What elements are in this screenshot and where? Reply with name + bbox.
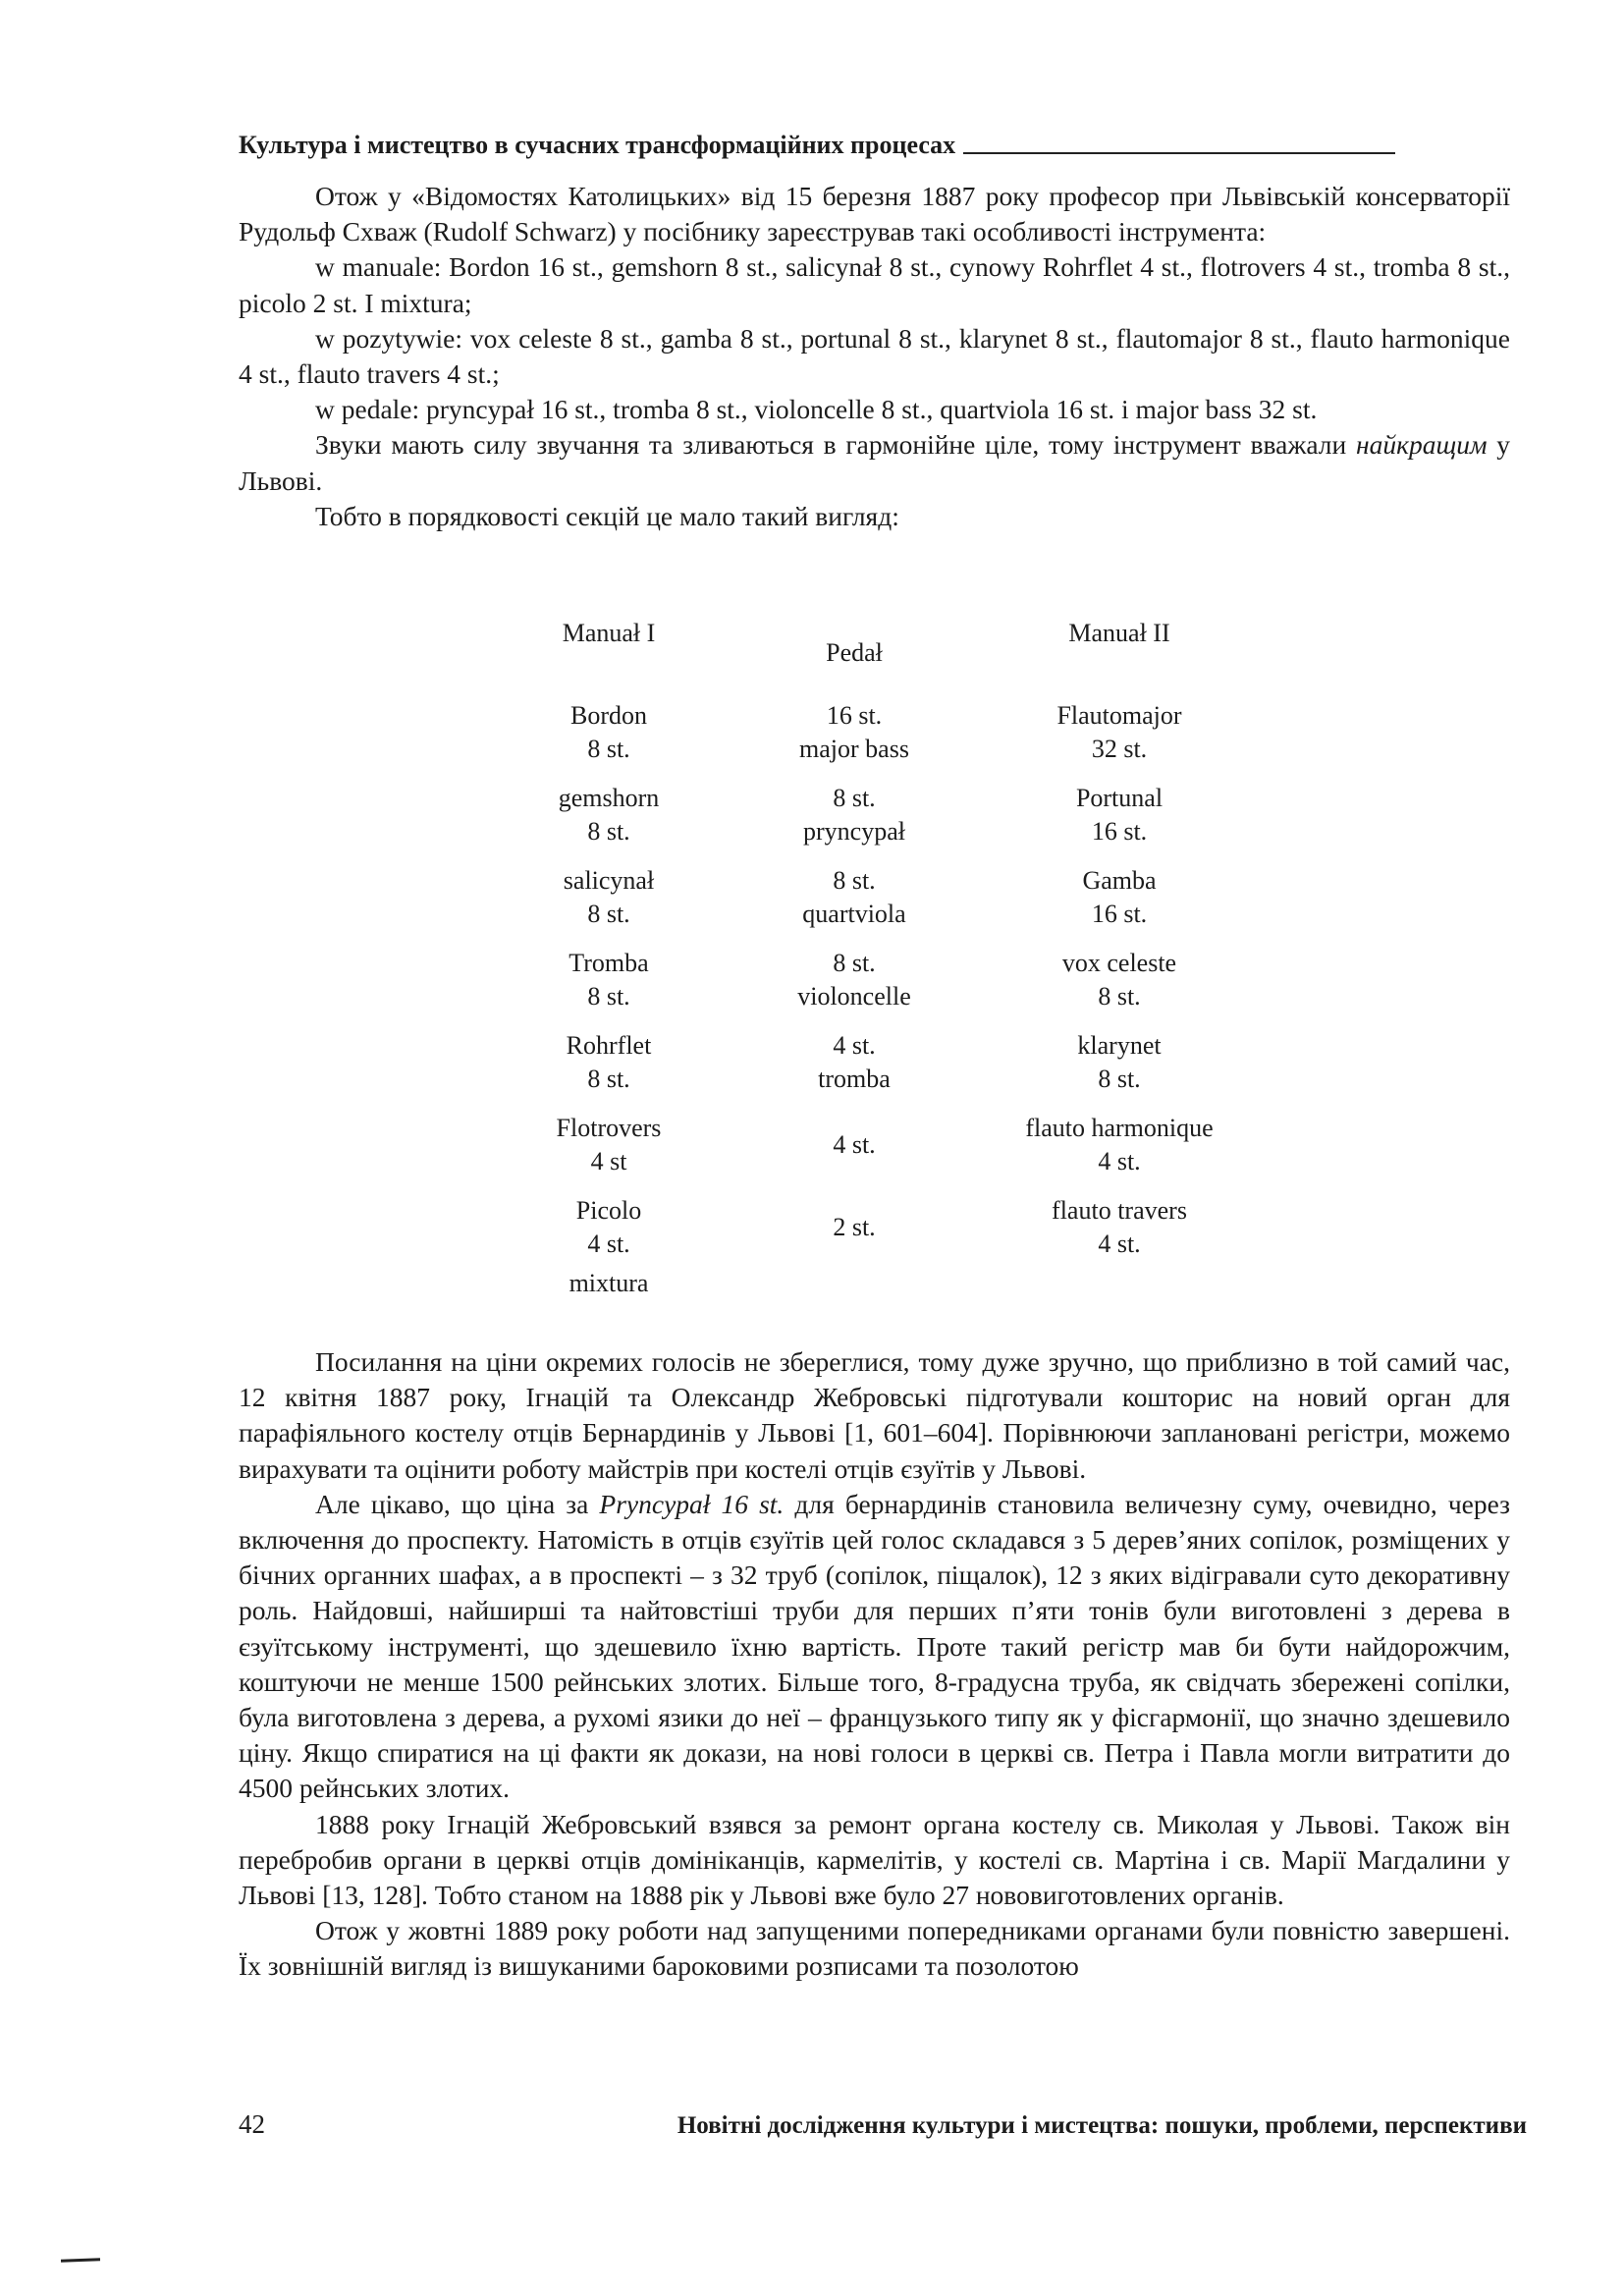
- register-cell: 4 st.: [833, 1130, 876, 1159]
- manual-2-heading: Manuał II: [1068, 619, 1170, 647]
- register-cell: Flotrovers 4 st: [556, 1114, 662, 1175]
- register-cell: gemshorn 8 st.: [558, 784, 660, 846]
- register-cell: Picolo 4 st.: [575, 1196, 642, 1258]
- header-rule: [963, 152, 1395, 154]
- register-cell: flauto travers 4 st.: [1052, 1196, 1187, 1258]
- running-header: [239, 131, 1395, 160]
- register-cell: 8 st. quartviola: [802, 866, 906, 928]
- paragraph-1889: Отож у жовтні 1889 року роботи над запущеними попередниками органами були повністю завершені. Їх зовнішній вигляд із вишуканими бароковими розписами та позолотою: [239, 1915, 1510, 1982]
- pryncypal-term: Pryncypał 16 st.: [599, 1488, 785, 1519]
- register-cell: 4 st. tromba: [818, 1031, 891, 1093]
- paragraph-table-intro: Тобто в порядковості секцій це мало такий вигляд:: [315, 500, 899, 531]
- manual-1-heading: Manuał I: [562, 619, 656, 647]
- register-cell: Rohrflet 8 st.: [566, 1031, 652, 1093]
- sound-tail: у Львові.: [239, 429, 1510, 496]
- register-cell: Flautomajor 32 st.: [1056, 701, 1182, 763]
- paragraph-1888: 1888 року Ігнацій Жебровський взявся за ремонт органа костелу св. Миколая у Львові. Також він перебробив органи в церкві отців домініканців, кармелітів, у костелі св. Мартіна і св. Марії Магдалини у Львові [13, 128]. Тобто станом на 1888 рік у Львові вже було 27 нововиготовлених органів.: [239, 1808, 1510, 1911]
- register-cell: 16 st. major bass: [799, 701, 909, 763]
- register-cell: 8 st. pryncypał: [803, 784, 905, 846]
- register-cell: salicynał 8 st.: [563, 866, 655, 928]
- journal-title: Новітні дослідження культури і мистецтва: пошуки, проблеми, перспективи: [677, 2112, 1527, 2139]
- pryncypal-lead: Але цікаво, що ціна за: [315, 1488, 589, 1519]
- pryncypal-body: для бернардинів становила величезну суму, очевидно, через включення до проспекту. Натомість в отців єзуїтів цей голос складався з 5 дерев’яних сопілок, розміщених у бічних органних шафах, а в проспекті – з 32 труб (сопілок, піщалок), 12 з яких відігравали суто декоративну роль. Найдовші, найширші та найтовстіші труби для перших п’яти тонів були виготовлені з дерева в єзуїтському інструменті, що здешевило їхню вартість. Проте такий регістр мав би бути найдорожчим, коштуючи не менше 1500 рейнських злотих. Більше того, 8-градусна труба, як свідчать збережені сопілки, була виготовлена з дерева, а рухомі язики до неї – французького типу як у фісгармонії, що значно здешевило ціну. Якщо спиратися на ці факти як докази, на нові голоси в церкві св. Петра і Павла могли витратити до 4500 рейнських злотих.: [239, 1488, 1511, 1804]
- register-cell: klarynet 8 st.: [1077, 1031, 1162, 1093]
- sound-emphasis: найкращим: [1355, 429, 1488, 461]
- register-list-pozytyw: w pozytywie: vox celeste 8 st., gamba 8 st., portunal 8 st., klarynet 8 st., flautomajor 8 st., flauto harmonique 4 st., flauto travers 4 st.;: [239, 322, 1510, 390]
- journal-section-title: Культура і мистецтво в сучасних трансформаційних процесах: [239, 131, 956, 159]
- register-list-pedal: w pedale: pryncypał 16 st., tromba 8 st., violoncelle 8 st., quartviola 16 st. i major bass 32 st.: [315, 394, 1318, 425]
- register-cell: Portunal 16 st.: [1075, 784, 1164, 846]
- register-cell: mixtura: [568, 1269, 649, 1297]
- sound-text: Звуки мають силу звучання та зливаються в гармонійне ціле, тому інструмент вважали: [315, 429, 1347, 461]
- register-cell: 2 st.: [833, 1213, 876, 1241]
- register-cell: flauto harmonique 4 st.: [1025, 1114, 1214, 1175]
- intro-text: [239, 179, 1510, 534]
- pedal-heading: Pedał: [826, 638, 883, 667]
- main-text: [239, 1344, 1510, 1985]
- register-cell: 8 st. violoncelle: [797, 949, 911, 1011]
- paragraph-sound: [239, 427, 1510, 498]
- page-number: 42: [239, 2109, 265, 2139]
- scan-mark: [61, 2258, 100, 2262]
- paragraph-pryncypal: [239, 1487, 1510, 1807]
- register-list-manuale: w manuale: Bordon 16 st., gemshorn 8 st., salicynał 8 st., cynowy Rohrflet 4 st., flotrovers 4 st., tromba 8 st., picolo 2 st. I mixtura;: [239, 251, 1510, 318]
- register-cell: Gamba 16 st.: [1082, 866, 1157, 928]
- paragraph-prices: Посилання на ціни окремих голосів не збереглися, тому дуже зручно, що приблизно в той самий час, 12 квітня 1887 року, Ігнацій та Олександр Жебровські підготували кошторис на новий орган для парафіяльного костелу отців Бернардинів у Львові [1, 601–604]. Порівнюючи заплановані регістри, можемо вирахувати та оцінити роботу майстрів при костелі отців єзуїтів у Львові.: [239, 1346, 1510, 1484]
- register-cell: vox celeste 8 st.: [1061, 949, 1177, 1011]
- register-table: [481, 617, 1267, 1316]
- paragraph-schwarz: Отож у «Відомостях Католицьких» від 15 березня 1887 року професор при Львівській консерваторії Рудольф Схваж (Rudolf Schwarz) у посібнику зареєстрував такі особливості інструмента:: [239, 181, 1510, 247]
- register-cell: Bordon 8 st.: [570, 701, 647, 763]
- page-footer: [239, 2109, 1527, 2140]
- register-cell: Tromba 8 st.: [568, 949, 649, 1011]
